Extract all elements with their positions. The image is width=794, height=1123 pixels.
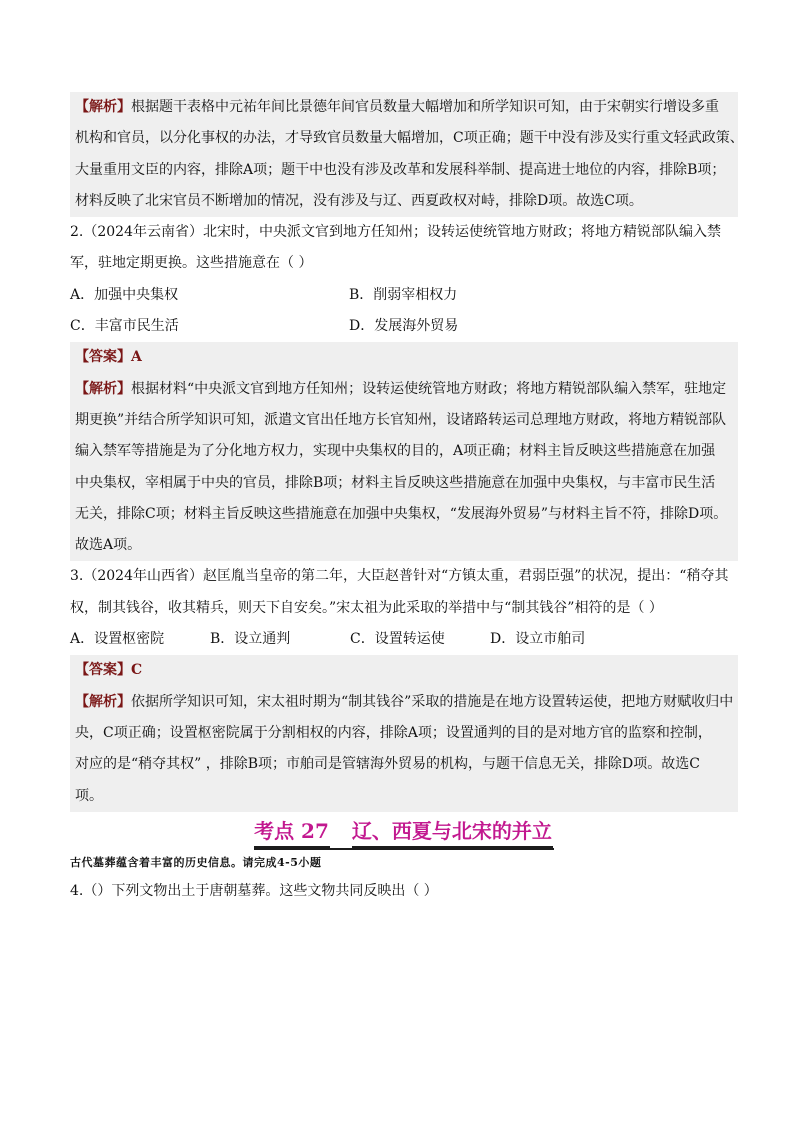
q4-stem: 4.（）下列文物出土于唐朝墓葬。这些文物共同反映出（ ） [70,882,438,899]
q3-stem: 3.（2024年山西省）赵匡胤当皇帝的第二年，大臣赵普针对“方镇太重，君弱臣强”的状况，提出：“稍夺其 [70,568,729,585]
q1-analysis-line: 机构和官员，以分化事权的办法，才导致官员数量大幅增加，C项正确；题干中没有涉及实行重文轻武政策、 [75,130,744,147]
q2-option-d: D．发展海外贸易 [349,318,459,335]
q1-analysis-line: 【解析】根据题干表格中元祐年间比景德年间官员数量大幅增加和所学知识可知，由于宋朝实行增设多重 [75,99,719,115]
q3-option-a: A．设置枢密院 [70,631,165,648]
q3-option-b: B．设立通判 [210,631,291,648]
answer-value: C [131,662,143,679]
analysis-tag: 【解析】 [75,99,131,115]
section-title: 辽、西夏与北宋的并立 [352,816,553,848]
q2-answer [75,342,738,373]
document-page [70,92,744,907]
section-heading [70,816,738,850]
q3-analysis-line: 央，C项正确；设置枢密院属于分割相权的内容，排除A项；设置通判的目的是对地方官的监察和控制， [75,724,712,741]
q2-analysis-line: 故选A项。 [75,537,142,554]
q2-options-row [70,280,738,311]
q2-option-b: B．削弱宰相权力 [349,286,458,303]
q2-answer-block [70,342,738,561]
q1-analysis-line: 大量重用文臣的内容，排除A项；题干中也没有涉及改革和发展科举制、提高进士地位的内容，排除B项； [75,161,726,178]
q3-option-c: C．设置转运使 [350,631,445,648]
q3-options-row [70,624,738,655]
q2-analysis-line: 期更换”并结合所学知识可知，派遣文官出任地方长官知州，设诸路转运司总理地方财政，将地方精锐部队 [75,411,727,428]
q3-analysis-line: 【解析】依据所学知识可知，宋太祖时期为“制其钱谷”采取的措施是在地方设置转运使，把地方财赋收归中 [75,693,734,710]
answer-tag: 【答案】 [75,349,131,366]
q2-option-a: A．加强中央集权 [70,286,179,303]
q3-answer [75,655,738,686]
q3-answer-block [70,655,738,811]
analysis-tag: 【解析】 [75,380,131,397]
q2-analysis-line: 中央集权，宰相属于中央的官员，排除B项；材料主旨反映这些措施意在加强中央集权，与丰富市民生活 [75,474,716,491]
q2-options-row [70,311,738,342]
q1-analysis-block [70,92,744,217]
q3-option-d: D．设立市舶司 [490,631,586,648]
answer-value: A [131,349,142,366]
section-number: 考点 27 [254,816,330,848]
q3-analysis-line: 对应的是“稍夺其权” ，排除B项；市舶司是管辖海外贸易的机构，与题干信息无关，排除D项。故选C [75,756,700,773]
q2-analysis-line: 【解析】根据材料“中央派文官到地方任知州；设转运使统管地方财政；将地方精锐部队编入禁军，驻地定 [75,380,727,397]
q2-analysis-line: 编入禁军等措施是为了分化地方权力，实现中央集权的目的，A项正确；材料主旨反映这些措施意在加强 [75,443,716,460]
q2-stem: 2.（2024年云南省）北宋时，中央派文官到地方任知州；设转运使统管地方财政；将地方精锐部队编入禁 [70,224,721,241]
q2-analysis-line: 无关，排除C项；材料主旨反映这些措施意在加强中央集权，“发展海外贸易”与材料主旨不符，排除D项。 [75,505,728,522]
q2-option-c: C．丰富市民生活 [70,318,179,335]
answer-tag: 【答案】 [75,662,131,679]
analysis-tag: 【解析】 [75,693,131,710]
section-intro: 古代墓葬蕴含着丰富的历史信息。请完成4-5小题 [70,855,322,869]
q3-stem: 权，制其钱谷，收其精兵，则天下自安矣。”宋太祖为此采取的举措中与“制其钱谷”相符的是（ ） [70,599,663,616]
q3-analysis-line: 项。 [75,787,103,804]
q1-analysis-line: 材料反映了北宋官员不断增加的情况，没有涉及与辽、西夏政权对峙，排除D项。故选C项。 [75,192,643,209]
q2-stem: 军，驻地定期更换。这些措施意在（ ） [70,255,313,272]
